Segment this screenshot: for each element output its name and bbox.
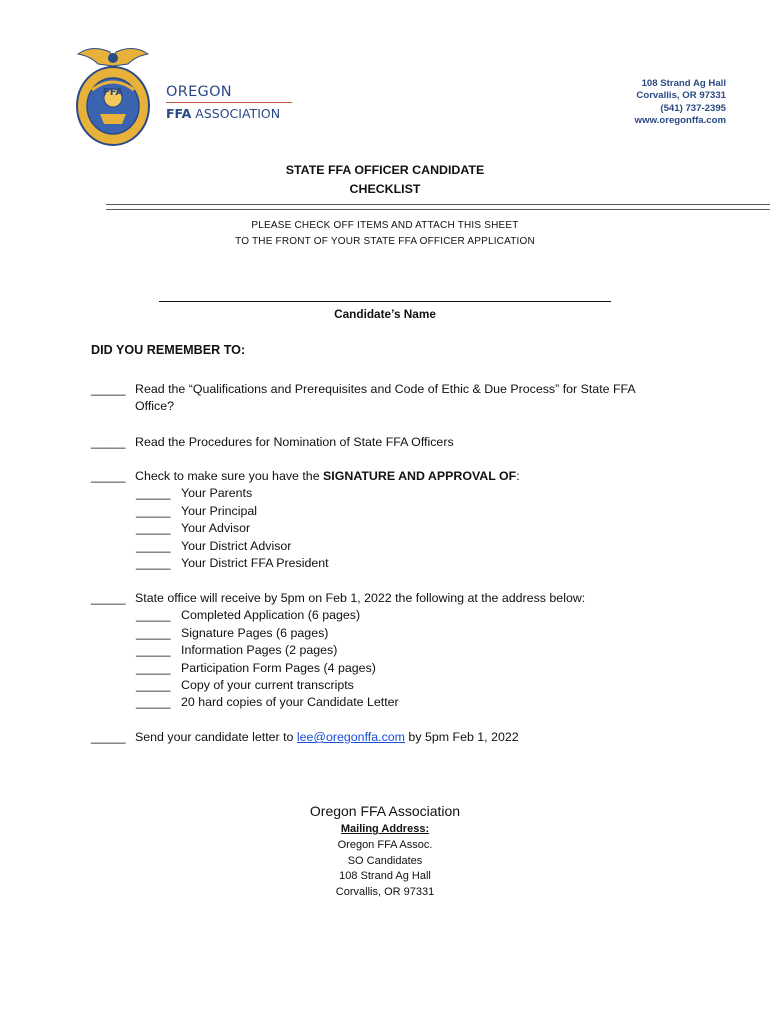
header-address xyxy=(635,78,726,128)
sub-item-text: Copy of your current transcripts xyxy=(181,678,354,692)
sub-item-text: Completed Application (6 pages) xyxy=(181,608,361,623)
check-blank[interactable]: _____ xyxy=(91,382,126,396)
page-title-line1: STATE FFA OFFICER CANDIDATE xyxy=(285,163,485,177)
check-blank[interactable]: _____ xyxy=(136,486,171,501)
check-blank[interactable]: _____ xyxy=(91,591,126,605)
sub-item-transcripts xyxy=(136,677,354,694)
sub-item-text: Your Parents xyxy=(181,486,253,501)
mailing-line-1: Oregon FFA Assoc. xyxy=(337,839,433,851)
instruction-line2: TO THE FRONT OF YOUR STATE FFA OFFICER APPLICATION xyxy=(235,236,535,247)
sub-item-parents xyxy=(136,485,252,502)
sub-item-information-pages xyxy=(136,642,337,659)
checklist-item-text: State office will receive by 5pm on Feb 1, 2022 the following at the address below: xyxy=(135,591,586,605)
checklist-item-text: Read the “Qualifications and Prerequisites and Code of Ethic & Due Process” for State FFA Office? xyxy=(135,382,636,414)
instruction xyxy=(0,218,770,250)
candidate-name-label: Candidate’s Name xyxy=(334,307,436,321)
signature-prefix: Check to make sure you have the xyxy=(135,469,324,483)
send-prefix: Send your candidate letter to xyxy=(135,730,297,744)
send-suffix: by 5pm Feb 1, 2022 xyxy=(404,730,519,744)
sub-item-text: Information Pages (2 pages) xyxy=(181,643,338,658)
check-blank[interactable]: _____ xyxy=(136,643,171,658)
mailing-line-2: SO Candidates xyxy=(347,854,423,867)
address-phone: (541) 737-2395 xyxy=(660,102,726,114)
page-title-line2: CHECKLIST xyxy=(349,182,421,196)
email-link[interactable]: lee@oregonffa.com xyxy=(296,730,405,744)
checklist-item-text: Read the Procedures for Nomination of State FFA Officers xyxy=(135,435,454,449)
mailing-address-label: Mailing Address: xyxy=(340,823,430,835)
check-blank[interactable]: _____ xyxy=(136,695,171,710)
title-divider xyxy=(106,204,770,210)
address-street: 108 Strand Ag Hall xyxy=(641,78,726,89)
check-blank[interactable]: _____ xyxy=(136,608,171,623)
sub-item-participation-pages xyxy=(136,660,376,677)
sub-item-advisor xyxy=(136,520,250,537)
org-name-line1: OREGON xyxy=(166,84,232,100)
sub-item-text: Your District Advisor xyxy=(181,538,292,553)
check-blank[interactable]: _____ xyxy=(136,660,171,675)
sub-item-text: Your District FFA President xyxy=(181,556,329,570)
org-name-rule xyxy=(166,102,292,103)
ffa-emblem-icon xyxy=(72,44,154,148)
page-title xyxy=(0,161,770,199)
signature-suffix: : xyxy=(516,469,520,483)
checklist-item-signatures xyxy=(91,468,655,485)
checklist-item-text xyxy=(135,729,655,746)
checklist-item-send-letter xyxy=(91,729,655,746)
org-name-line2 xyxy=(166,106,292,121)
address-website: www.oregonffa.com xyxy=(634,115,726,127)
sub-item-district-advisor xyxy=(136,538,291,555)
mailing-line-3: 108 Strand Ag Hall xyxy=(339,870,431,883)
check-blank[interactable]: _____ xyxy=(136,521,171,536)
checklist-item-qualifications xyxy=(91,381,655,416)
candidate-name-line[interactable] xyxy=(159,301,611,302)
remember-heading: DID YOU REMEMBER TO: xyxy=(91,343,246,357)
org-name-association: ASSOCIATION xyxy=(191,106,281,121)
sub-item-text: Signature Pages (6 pages) xyxy=(181,625,329,640)
check-blank[interactable]: _____ xyxy=(91,435,126,449)
footer-title: Oregon FFA Association xyxy=(309,803,461,819)
check-blank[interactable]: _____ xyxy=(136,503,171,518)
sub-item-candidate-letters xyxy=(136,694,399,711)
instruction-line1: PLEASE CHECK OFF ITEMS AND ATTACH THIS SHEET xyxy=(251,220,519,231)
signature-bold: SIGNATURE AND APPROVAL OF xyxy=(323,469,517,483)
sub-item-principal xyxy=(136,503,257,520)
address-city: Corvallis, OR 97331 xyxy=(636,90,726,102)
mailing-line-4: Corvallis, OR 97331 xyxy=(335,885,435,898)
check-blank[interactable]: _____ xyxy=(91,730,126,744)
sub-item-text: Participation Form Pages (4 pages) xyxy=(181,660,376,675)
org-name xyxy=(166,84,292,121)
sub-item-application xyxy=(136,607,360,624)
org-name-ffa: FFA xyxy=(166,106,192,121)
checklist-item-text xyxy=(135,468,655,485)
check-blank[interactable]: _____ xyxy=(136,538,171,553)
logo-text: FFA xyxy=(102,87,124,98)
sub-item-text: Your Principal xyxy=(181,503,257,518)
sub-item-district-president xyxy=(136,555,329,572)
checklist-item-procedures xyxy=(91,434,655,451)
checklist-item-receive xyxy=(91,590,655,607)
check-blank[interactable]: _____ xyxy=(91,469,126,483)
sub-item-text: 20 hard copies of your Candidate Letter xyxy=(181,695,399,710)
check-blank[interactable]: _____ xyxy=(136,678,171,692)
check-blank[interactable]: _____ xyxy=(136,556,171,570)
check-blank[interactable]: _____ xyxy=(136,625,171,640)
sub-item-text: Your Advisor xyxy=(181,521,251,536)
sub-item-signature-pages xyxy=(136,625,328,642)
